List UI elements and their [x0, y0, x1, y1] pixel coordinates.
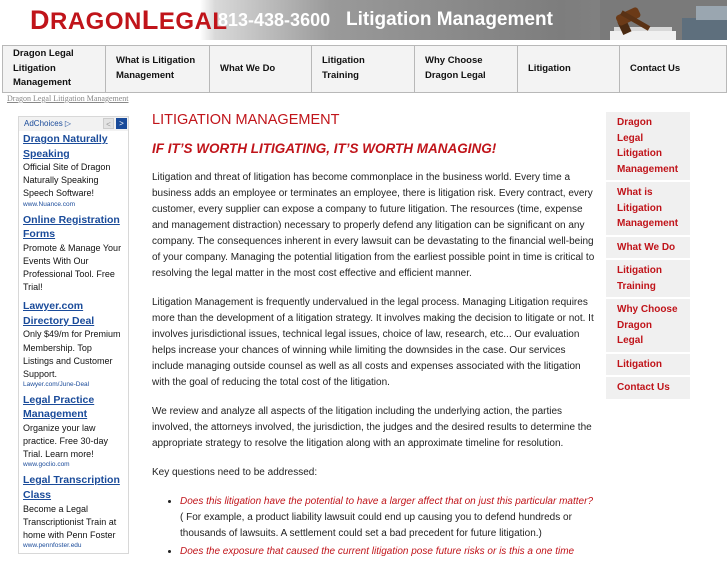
ad-url[interactable]: Lawyer.com/June-Deal — [23, 380, 90, 388]
sidebar-item-litigation[interactable]: Litigation — [606, 354, 690, 378]
ad-item[interactable] — [19, 298, 128, 392]
body-paragraph: Key questions need to be addressed: — [152, 467, 318, 478]
ad-panel — [18, 116, 129, 554]
header-tagline: Litigation Management — [346, 9, 553, 30]
ad-header-bar — [19, 117, 128, 131]
nav-item-litigation[interactable]: Litigation — [518, 46, 620, 92]
nav-item-litigation-training[interactable]: Litigation Training — [312, 46, 415, 92]
ad-url[interactable]: www.goclio.com — [23, 461, 70, 469]
nav-item-dragon-legal-litigation-management[interactable]: Dragon Legal Litigation Management — [3, 46, 106, 92]
page-subtitle: IF IT’S WORTH LITIGATING, IT’S WORTH MANAGING! — [152, 141, 497, 156]
ad-url[interactable]: www.Nuance.com — [23, 200, 76, 208]
ad-item[interactable] — [19, 212, 128, 299]
main-content — [152, 112, 598, 562]
site-header — [0, 0, 727, 40]
adchoices-label: AdChoices — [24, 119, 63, 128]
sidebar-item-what-is-litigation-management[interactable]: What is Litigation Management — [606, 182, 690, 237]
sidebar-item-why-choose-dragon-legal[interactable]: Why Choose Dragon Legal — [606, 299, 690, 354]
key-questions-list — [180, 494, 598, 560]
ad-url[interactable]: www.pennfoster.edu — [23, 541, 82, 549]
ad-title[interactable]: Lawyer.com Directory Deal — [23, 300, 95, 327]
ad-next-button[interactable]: > — [116, 118, 127, 129]
breadcrumb[interactable]: Dragon Legal Litigation Management — [7, 94, 129, 103]
brand-letter-d: D — [30, 5, 50, 35]
question-text: Does the exposure that caused the current litigation pose future risks or is this a one time — [180, 546, 575, 557]
list-item — [180, 494, 598, 542]
brand-text-egal: EGAL — [158, 8, 228, 35]
ad-description: Official Site of Dragon Naturally Speaking Speech Software! — [23, 162, 111, 199]
brand-letter-l: L — [141, 5, 159, 35]
gavel-icon — [600, 0, 727, 40]
sidebar-item-dragon-legal-litigation-management[interactable]: Dragon Legal Litigation Management — [606, 112, 690, 182]
answer-text: ( For example, a product liability lawsuit could end up causing you to defend hundreds or thousands of lawsuits. A settlement could set a bad precedent for future litigation.) — [180, 512, 572, 539]
ad-title[interactable]: Dragon Naturally Speaking — [23, 133, 108, 160]
body-paragraph: Litigation Management is frequently undervalued in the legal process. Managing Litigation requires more than the development of a litigation strategy. It involves making the decision to litigate or not. It involves jurisdictional issues, technical legal issues, choice of law, research, etc... Our evaluation helps increase your chances of winning while limiting the downsides in the case. Our services include managing outside counsel as well as all costs and expenses associated with the litigation with the goal of reducing the total cost of the litigation. — [152, 297, 594, 388]
sidebar-item-contact-us[interactable]: Contact Us — [606, 377, 690, 401]
body-paragraph: Litigation and threat of litigation has become commonplace in the business world. Every time a business adds an employee or terminates an employee, there is litigation risk. Every contract, every customer, every supplier can expose a company to future litigation. The resources (time, expense and management distraction) necessary to properly defend any litigation can be significant on any company. The consequences inherent in every lawsuit can be devastating to the financial well-being of your company. Managing the potential litigation from the earliest possible point in time is critical to resolving the legal matter in the most cost effective and efficient manner. — [152, 172, 595, 279]
sidebar-nav — [606, 112, 690, 401]
main-nav — [2, 45, 727, 93]
question-text: Does this litigation have the potential to have a larger affect that on just this particular matter? — [180, 496, 594, 507]
body-paragraph: We review and analyze all aspects of the litigation including the underlying action, the parties involved, the attorneys involved, the jurisdiction, the judges and the desired results to determine the appropriate strategy to resolve the litigation along with an approximate timeline for resolution. — [152, 406, 592, 449]
nav-item-contact-us[interactable]: Contact Us — [630, 62, 681, 74]
sidebar-item-litigation-training[interactable]: Litigation Training — [606, 260, 690, 299]
list-item — [180, 544, 598, 560]
ad-description: Organize your law practice. Free 30-day Trial. Learn more! — [23, 423, 109, 460]
ad-title[interactable]: Legal Practice Management — [23, 393, 95, 421]
ad-description: Become a Legal Transcriptionist Train at home with Penn Foster — [23, 503, 117, 540]
ad-description: Only $49/m for Premium Membership. Top Listings and Customer Support. — [23, 329, 121, 379]
ad-prev-button[interactable]: < — [103, 118, 114, 129]
brand-text-ragon: RAGON — [50, 8, 142, 35]
ad-title[interactable]: Legal Transcription Class — [23, 474, 120, 501]
ad-item[interactable] — [19, 392, 128, 473]
ad-item[interactable] — [19, 472, 128, 553]
brand-logo[interactable] — [30, 5, 228, 36]
nav-item-why-choose-dragon-legal[interactable]: Why Choose Dragon Legal — [415, 46, 518, 92]
page-title: LITIGATION MANAGEMENT — [152, 112, 340, 128]
ad-title[interactable]: Online Registration Forms — [23, 213, 120, 241]
adchoices-link[interactable] — [24, 119, 71, 128]
sidebar-item-what-we-do[interactable]: What We Do — [606, 237, 690, 261]
nav-item-what-we-do[interactable]: What We Do — [210, 46, 312, 92]
phone-number: 813-438-3600 — [218, 10, 331, 30]
nav-item-what-is-litigation-management[interactable]: What is Litigation Management — [106, 46, 210, 92]
ad-description: Promote & Manage Your Events With Our Professional Tool. Free Trial! — [23, 242, 122, 293]
ad-item[interactable] — [19, 131, 128, 212]
adchoices-icon: ▷ — [64, 119, 72, 128]
